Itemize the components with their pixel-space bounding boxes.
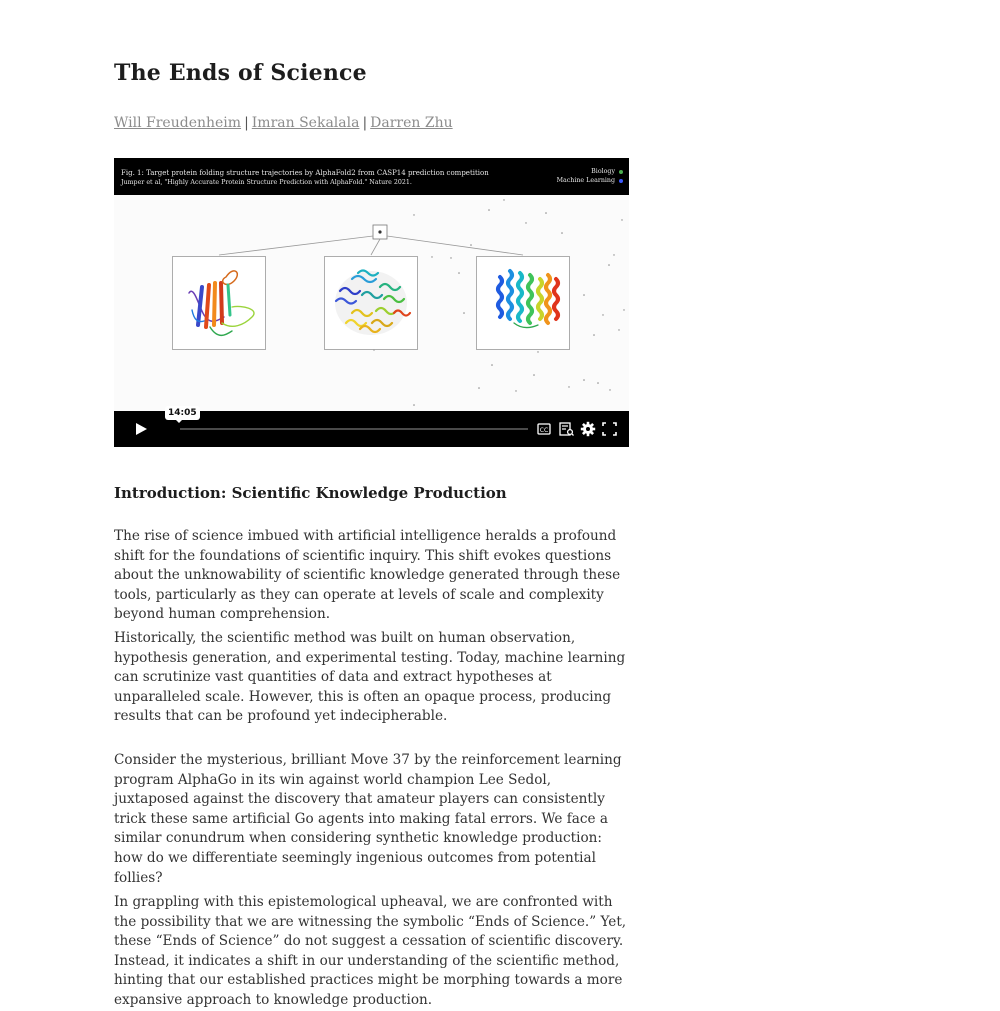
captions-icon[interactable]	[537, 421, 551, 437]
author-link-zhu[interactable]: Darren Zhu	[370, 115, 453, 131]
paragraph: In grappling with this epistemological upheaval, we are confronted with the possibility that we are witnessing the symbolic “Ends of Science.” Yet, these “Ends of Science” do not suggest a cessation of scientific discovery. Instead, it indicates a shift in our understanding of the scientific method, hinting that our established practices might be morphing towards a more expansive approach to knowledge production.	[114, 894, 627, 1008]
figure-citation: Jumper et al, "Highly Accurate Protein Structure Prediction with AlphaFold." Nature 2021.	[121, 179, 412, 186]
current-time-tooltip: 14:05	[165, 406, 200, 420]
legend	[557, 167, 623, 185]
paragraph: Consider the mysterious, brilliant Move 37 by the reinforcement learning program AlphaGo in its win against world champion Lee Sedol, juxtaposed against the discovery that amateur players can consistently trick these same artificial Go agents into making fatal errors. We face a similar conundrum when considering synthetic knowledge production: how do we differentiate seemingly ingenious outcomes from potential follies?	[114, 752, 622, 886]
play-icon[interactable]	[135, 422, 148, 436]
author-link-freudenheim[interactable]: Will Freudenheim	[114, 115, 242, 131]
paragraph: The rise of science imbued with artificial intelligence heralds a profound shift for the foundations of scientific inquiry. This shift evokes questions about the unknowability of scientific knowledge generated through these tools, particularly as they can operate at levels of scale and complexity beyond human comprehension.	[114, 528, 621, 623]
settings-gear-icon[interactable]	[580, 421, 596, 437]
svg-text:CC: CC	[539, 427, 549, 434]
protein-structure-figure	[114, 195, 629, 411]
paragraph: Historically, the scientific method was built on human observation, hypothesis generation, and experimental testing. Today, machine learning can scrutinize vast quantities of data and extract hypotheses at unparalleled scale. However, this is often an opaque process, producing results that can be profound yet indecipherable.	[114, 630, 626, 725]
legend-item-biology: Biology	[557, 167, 623, 176]
page-title: The Ends of Science	[114, 60, 367, 86]
fullscreen-icon[interactable]	[602, 421, 617, 437]
author-list	[114, 115, 453, 131]
author-separator: |	[244, 115, 249, 131]
legend-item-machine-learning: Machine Learning	[557, 176, 623, 185]
section-heading: Introduction: Scientific Knowledge Production	[114, 484, 507, 502]
figure-caption: Fig. 1: Target protein folding structure trajectories by AlphaFold2 from CASP14 prediction competition	[121, 169, 489, 177]
author-link-sekalala[interactable]: Imran Sekalala	[251, 115, 360, 131]
video-caption-bar	[114, 158, 629, 195]
author-separator: |	[362, 115, 368, 131]
video-player[interactable]	[114, 158, 629, 447]
transcript-icon[interactable]	[559, 421, 574, 437]
progress-bar[interactable]	[180, 428, 528, 430]
